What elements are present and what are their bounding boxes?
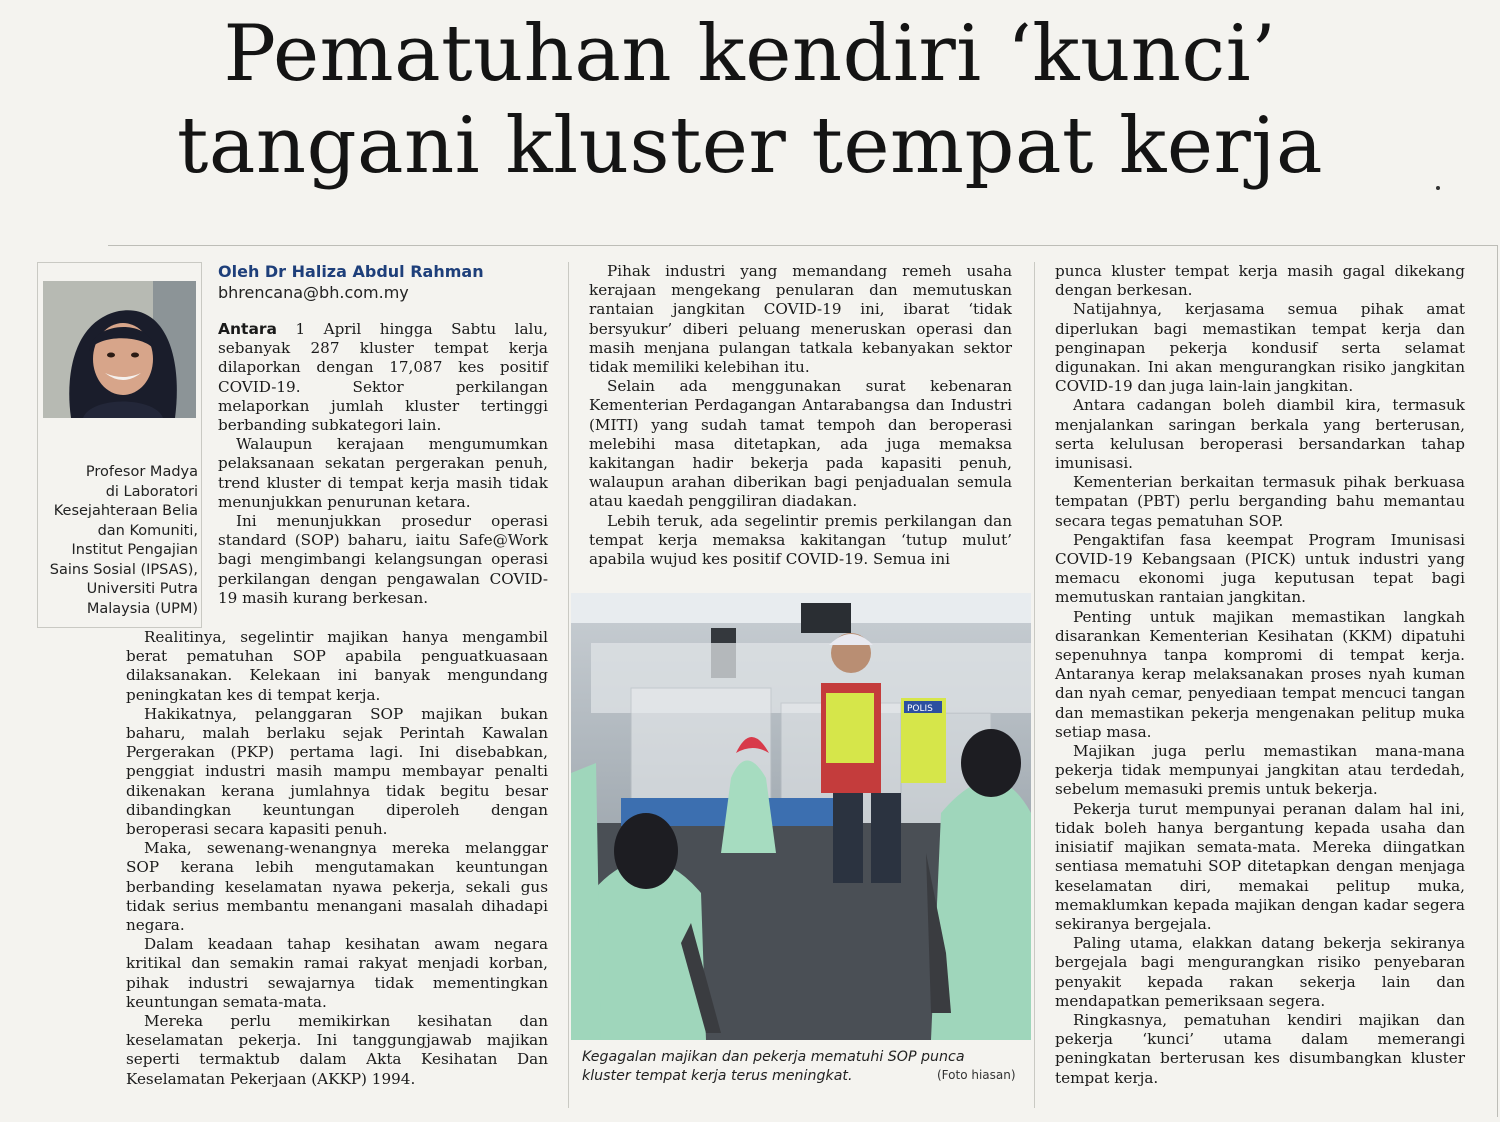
- article-paragraph: Natijahnya, kerjasama semua pihak amat diperlukan bagi memastikan tempat kerja dan penginapan pekerja kondusif serta selamat digunakan. Ini akan mengurangkan risiko jangkitan COVID-19 dan juga lain-lain jangkitan.: [1055, 300, 1465, 396]
- article-paragraph: Penting untuk majikan memastikan langkah disarankan Kementerian Kesihatan (KKM) dipatuhi sepenuhnya tanpa kompromi di tempat kerja. Antaranya kerap melaksanakan proses nyah kuman dan nyah cemar, penyediaan tempat mencuci tangan dan memastikan pekerja mengenakan pelitup muka setiap masa.: [1055, 607, 1465, 741]
- article-paragraph: Kementerian berkaitan termasuk pihak berkuasa tempatan (PBT) perlu berganding bahu memantau secara tegas pematuhan SOP.: [1055, 473, 1465, 530]
- author-email[interactable]: bhrencana@bh.com.my: [218, 283, 409, 302]
- article-paragraph: Antara cadangan boleh diambil kira, termasuk menjalankan saringan berkala yang berterusan, serta kelulusan beroperasi bersandarkan tahap imunisasi.: [1055, 396, 1465, 473]
- author-caption-line: Malaysia (UPM): [86, 600, 198, 617]
- article-paragraph: Maka, sewenang-wenangnya mereka melanggar SOP kerana lebih mengutamakan keuntungan berbanding keselamatan nyawa pekerja, sekali gus tidak serius membantu menangani masalah dihadapi negara.: [126, 839, 548, 935]
- lead-paragraph-text: 1 April hingga Sabtu lalu, sebanyak 287 kluster tempat kerja dilaporkan dengan 17,087 kes positif COVID-19. Sektor perkilangan melaporkan jumlah kluster tertinggi berbanding subkategori lain.: [218, 320, 548, 435]
- article-paragraph: Realitinya, segelintir majikan hanya mengambil berat pematuhan SOP apabila penguatkuasaan dilaksanakan. Kelekaan ini banyak mengundang peningkatan kes di tempat kerja.: [126, 628, 548, 704]
- article-column-1-top: [218, 320, 548, 608]
- vest-text: POLIS: [907, 704, 933, 714]
- headline: [0, 8, 1500, 192]
- article-paragraph: Pihak industri yang memandang remeh usaha kerajaan mengekang penularan dan memutuskan rantaian jangkitan COVID-19 ini, ibarat ‘tidak bersyukur’ diberi peluang meneruskan operasi dan masih menjana pulangan tatkala kebanyakan sektor tidak memiliki kelebihan itu.: [589, 262, 1012, 377]
- article-column-3: [1055, 262, 1465, 1088]
- article-paragraph: Mereka perlu memikirkan kesihatan dan keselamatan pekerja. Ini tanggungjawab majikan seperti termaktub dalam Akta Kesihatan Dan Keselamatan Pekerjaan (AKKP) 1994.: [126, 1012, 548, 1088]
- article-column-1-bottom: [126, 628, 548, 1089]
- headline-line-2: tangani kluster tempat kerja: [177, 101, 1323, 191]
- author-caption-line: dan Komuniti,: [97, 522, 198, 539]
- author-caption: [38, 463, 198, 619]
- article-column-2: [589, 262, 1012, 569]
- author-caption-line: Institut Pengajian: [71, 542, 198, 558]
- article-paragraph: Dalam keadaan tahap kesihatan awam negara kritikal dan semakin ramai rakyat menjadi korban, pihak industri sewajarnya tidak mementingkan keuntungan semata-mata.: [126, 935, 548, 1011]
- article-paragraph: Pekerja turut mempunyai peranan dalam hal ini, tidak boleh hanya bergantung kepada usaha dan inisiatif majikan semata-mata. Mereka diingatkan sentiasa mematuhi SOP ditetapkan dengan menjaga keselamatan diri, memakai pelitup muka, memaklumkan kepada majikan dengan kadar segera sekiranya bergejala.: [1055, 799, 1465, 933]
- article-paragraph: Majikan juga perlu memastikan mana-mana pekerja tidak mempunyai jangkitan atau terdedah, sebelum memasuki premis untuk bekerja.: [1055, 742, 1465, 799]
- article-paragraph: Ringkasnya, pematuhan kendiri majikan dan pekerja ‘kunci’ utama dalam memerangi peningkatan berterusan kes disumbangkan kluster tempat kerja.: [1055, 1010, 1465, 1087]
- photo-credit: (Foto hiasan): [937, 1068, 1016, 1082]
- factory-canteen-photo-illustration: [571, 593, 1031, 1040]
- author-caption-line: Profesor Madya: [85, 464, 198, 480]
- column-divider: [1034, 262, 1035, 1108]
- photo-caption: Kegagalan majikan dan pekerja mematuhi SOP punca kluster tempat kerja terus meningkat.: [582, 1049, 965, 1084]
- article-paragraph: [218, 320, 548, 435]
- author-caption-line: di Laboratori: [105, 483, 198, 500]
- article-paragraph: Walaupun kerajaan mengumumkan pelaksanaan sekatan pergerakan penuh, trend kluster di tempat kerja masih tidak menunjukkan penurunan ketara.: [218, 435, 548, 511]
- author-portrait-illustration: [43, 281, 196, 418]
- author-caption-line: Universiti Putra: [86, 581, 198, 597]
- article-paragraph: Ini menunjukkan prosedur operasi standard (SOP) baharu, iaitu Safe@Work bagi mengimbangi kelangsungan operasi perkilangan dengan pengawalan COVID-19 masih kurang berkesan.: [218, 512, 548, 607]
- lead-word: Antara: [218, 320, 278, 338]
- author-portrait: [43, 281, 196, 418]
- author-caption-line: Kesejahteraan Belia: [53, 503, 198, 519]
- decorative-dot: [1436, 186, 1440, 190]
- author-box: [37, 262, 202, 628]
- author-caption-line: Sains Sosial (IPSAS),: [49, 561, 198, 578]
- article-photo: [571, 593, 1031, 1040]
- author-byline: Oleh Dr Haliza Abdul Rahman: [218, 262, 484, 281]
- article-paragraph: Hakikatnya, pelanggaran SOP majikan bukan baharu, malah berlaku sejak Perintah Kawalan Pergerakan (PKP) pertama lagi. Ini disebabkan, penggiat industri masih mampu membayar penalti dikenakan kerana jumlahnya tidak begitu besar dibandingkan keuntungan diperoleh dengan beroperasi secara kapasiti penuh.: [126, 704, 548, 839]
- article-paragraph: Selain ada menggunakan surat kebenaran Kementerian Perdagangan Antarabangsa dan Industri (MITI) yang sudah tamat tempoh dan beroperasi melebihi masa ditetapkan, ada juga memaksa kakitangan hadir bekerja pada kapasiti penuh, walaupun arahan diberikan bagi penjadualan semula atau kaedah penggiliran diadakan.: [589, 377, 1012, 511]
- article-paragraph: Pengaktifan fasa keempat Program Imunisasi COVID-19 Kebangsaan (PICK) untuk industri yang memacu ekonomi juga keputusan tepat bagi memutuskan rantaian jangkitan.: [1055, 530, 1465, 607]
- article-paragraph: Lebih teruk, ada segelintir premis perkilangan dan tempat kerja memaksa kakitangan ‘tutup mulut’ apabila wujud kes positif COVID-19. Semua ini: [589, 511, 1012, 569]
- headline-line-1: Pematuhan kendiri ‘kunci’: [223, 9, 1277, 99]
- column-divider: [568, 262, 569, 1108]
- article-paragraph: Paling utama, elakkan datang bekerja sekiranya bergejala bagi mengurangkan risiko penyebaran penyakit kepada rakan sekerja lain dan mendapatkan pemeriksaan segera.: [1055, 934, 1465, 1010]
- article-paragraph: punca kluster tempat kerja masih gagal dikekang dengan berkesan.: [1055, 262, 1465, 300]
